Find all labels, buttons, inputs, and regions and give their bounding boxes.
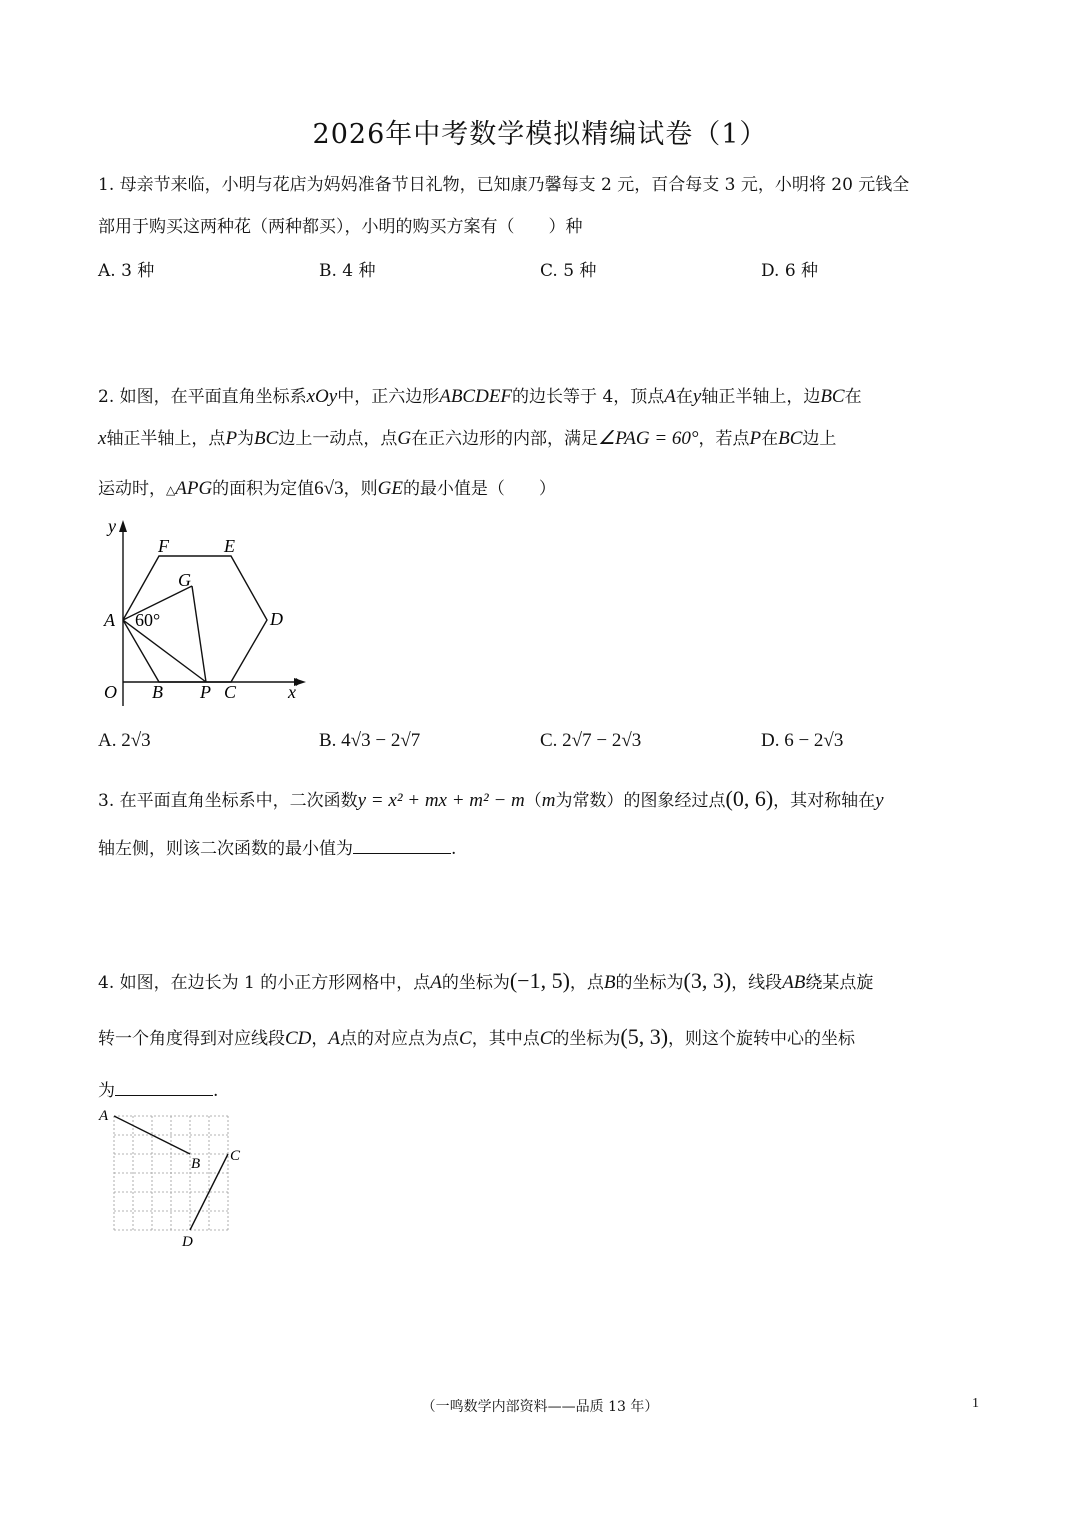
q4-grid-figure [96, 1104, 256, 1254]
label-b: B [152, 682, 163, 702]
label-f: F [158, 536, 169, 556]
segment-gp [192, 586, 206, 682]
q1-option-c: C. 5 种 [540, 261, 597, 281]
page-number: 1 [972, 1396, 979, 1411]
label-c: C [224, 682, 237, 702]
q2-option-c: C. 2√7 − 2√3 [540, 730, 642, 751]
q2-option-d: D. 6 − 2√3 [761, 730, 844, 751]
label-angle: 60° [135, 610, 161, 630]
label-o: O [104, 682, 117, 702]
page-title: 2026年中考数学模拟精编试卷（1） [312, 119, 768, 150]
label-g: G [178, 570, 191, 590]
footer-text: （一鸣数学内部资料——品质 13 年） [421, 1399, 659, 1415]
q1-option-b: B. 4 种 [319, 261, 376, 281]
q4-text-line1: 4. 如图，在边长为 1 的小正方形网格中，点A的坐标为(−1, 5)，点B的坐标为(3, 3)，线段AB绕某点旋 [98, 968, 874, 993]
q2-text-line1: 2. 如图，在平面直角坐标系xOy中，正六边形ABCDEF的边长等于 4，顶点A在y轴正半轴上，边BC在 [98, 386, 862, 407]
q1-option-d: D. 6 种 [761, 261, 819, 281]
label-e: E [224, 536, 235, 556]
label-x: x [288, 682, 296, 702]
label-d: D [270, 609, 283, 629]
q4-answer-blank[interactable] [115, 1077, 213, 1096]
q3-text-line1: 3. 在平面直角坐标系中，二次函数y = x² + mx + m² − m（m为常数）的图象经过点(0, 6)，其对称轴在y [98, 786, 884, 811]
q2-text-line2: x轴正半轴上，点P为BC边上一动点，点G在正六边形的内部，满足∠PAG = 60°，若点P在BC边上 [98, 428, 837, 449]
q1-text-line2: 部用于购买这两种花（两种都买），小明的购买方案有（ ）种 [98, 217, 583, 237]
q2-hexagon-figure [96, 516, 312, 706]
q4-text-line2: 转一个角度得到对应线段CD，A点的对应点为点C，其中点C的坐标为(5, 3)，则这个旋转中心的坐标 [98, 1024, 856, 1049]
label-a: A [99, 1108, 109, 1124]
q1-text-line1: 1. 母亲节来临，小明与花店为妈妈准备节日礼物，已知康乃馨每支 2 元，百合每支 3 元，小明将 20 元钱全 [98, 175, 910, 195]
y-axis-arrow [119, 520, 127, 532]
label-d: D [182, 1234, 193, 1250]
label-y: y [108, 516, 116, 536]
label-b: B [191, 1156, 201, 1172]
q3-text-line2: 轴左侧，则该二次函数的最小值为 . [98, 834, 456, 859]
q2-option-b: B. 4√3 − 2√7 [319, 730, 421, 751]
q2-option-a: A. 2√3 [98, 730, 151, 751]
label-c: C [230, 1148, 241, 1164]
q4-text-line3: 为 . [98, 1076, 218, 1101]
label-a: A [104, 610, 115, 630]
label-p: P [200, 682, 211, 702]
q2-text-line3: 运动时，△APG的面积为定值6√3，则GE的最小值是（ ） [98, 478, 556, 499]
q1-option-a: A. 3 种 [98, 261, 155, 281]
q3-answer-blank[interactable] [353, 835, 451, 854]
